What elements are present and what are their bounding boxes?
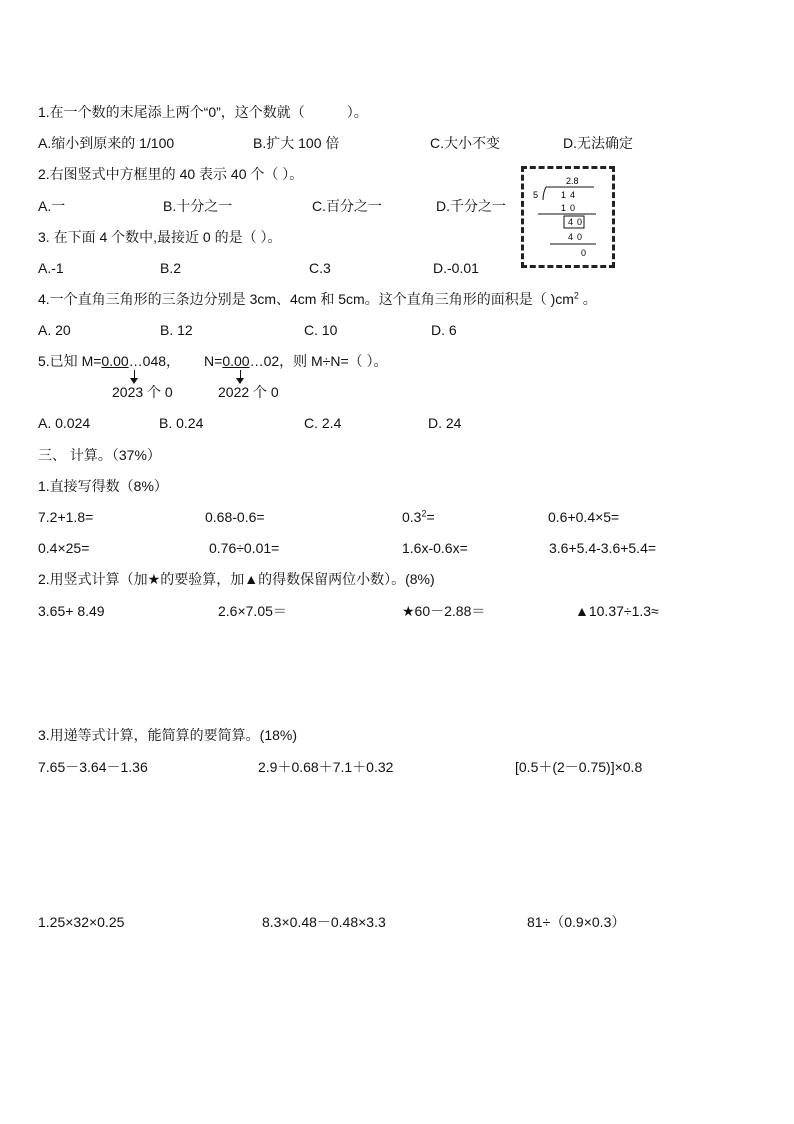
q5-n-prefix: N=	[204, 353, 223, 369]
p1-r1-item-3	[402, 508, 435, 526]
q5-m-arrow-icon	[134, 370, 135, 378]
p1-r1-item-4: 0.6+0.4×5=	[548, 509, 620, 525]
q1-option-b[interactable]: B.扩大 100 倍	[253, 135, 340, 151]
p1-r2-item-1: 0.4×25=	[38, 540, 90, 556]
part3-title: 3.用递等式计算，能简算的要简算。(18%)	[38, 727, 298, 743]
q2-option-b[interactable]: B.十分之一	[163, 198, 233, 214]
q4-option-b[interactable]: B. 12	[160, 322, 193, 338]
p3-r1-item-2: 2.9＋0.68＋7.1＋0.32	[258, 759, 394, 775]
q3-option-c[interactable]: C.3	[309, 260, 331, 276]
part1-title: 1.直接写得数（8%）	[38, 478, 168, 494]
p1-r2-item-2: 0.76÷0.01=	[209, 540, 280, 556]
q1-option-a[interactable]: A.缩小到原来的 1/100	[38, 135, 175, 151]
q2-option-a[interactable]: A.一	[38, 198, 66, 214]
p2-item-3: ★60－2.88＝	[402, 603, 486, 619]
q1-option-c[interactable]: C.大小不变	[430, 135, 500, 151]
division-boxed-40: 40	[568, 217, 587, 227]
p3-r2-item-3: 81÷（0.9×0.3）	[527, 914, 626, 930]
q3-text: 3. 在下面 4 个数中,最接近 0 的是（ ）。	[38, 229, 282, 245]
division-dividend: 14	[561, 190, 580, 200]
q3-option-b[interactable]: B.2	[160, 260, 182, 276]
q5-n-underlined: 0.00	[222, 353, 250, 369]
part2-title: 2.用竖式计算（加★的要验算，加▲的得数保留两位小数）。(8%)	[38, 571, 435, 587]
q4-text-end: 。	[578, 291, 597, 307]
p3-r1-item-1: 7.65－3.64－1.36	[38, 759, 148, 775]
p3-r1-item-3: [0.5＋(2－0.75)]×0.8	[515, 759, 643, 775]
q5-n-arrow-icon	[240, 370, 241, 378]
p1-r2-item-3: 1.6x-0.6x=	[402, 540, 468, 556]
p1-r1-item-3-eq: =	[426, 509, 435, 525]
p1-r1-item-1: 7.2+1.8=	[38, 509, 94, 525]
q5-option-c[interactable]: C. 2.4	[304, 415, 342, 431]
p3-r2-item-1: 1.25×32×0.25	[38, 914, 125, 930]
q5-option-b[interactable]: B. 0.24	[159, 415, 204, 431]
q5-n-rest: …02，则 M÷N=（ ）。	[249, 353, 388, 369]
division-step1: 10	[561, 203, 580, 213]
q2-option-d[interactable]: D.千分之一	[436, 198, 506, 214]
p1-r1-item-3-base: 0.3	[402, 509, 422, 525]
q5-prefix: 5.已知 M=	[38, 353, 102, 369]
q4-text	[38, 290, 597, 308]
p3-r2-item-2: 8.3×0.48－0.48×3.3	[262, 914, 386, 930]
section3-heading: 三、 计算。（37%）	[38, 447, 161, 463]
p1-r1-item-3-sup: 2	[421, 508, 427, 519]
q4-option-c[interactable]: C. 10	[304, 322, 338, 338]
q1-option-d[interactable]: D.无法确定	[563, 135, 633, 151]
q5-text	[38, 352, 388, 370]
long-division-figure	[521, 166, 615, 268]
q2-option-c[interactable]: C.百分之一	[312, 198, 382, 214]
q5-m-rest: …048，	[128, 353, 181, 369]
division-quotient: 2.8	[566, 176, 579, 186]
q4-text-main: 4.一个直角三角形的三条边分别是 3cm、4cm 和 5cm。这个直角三角形的面积是（ )cm	[38, 291, 574, 307]
division-bracket	[543, 187, 546, 200]
p1-r2-item-4: 3.6+5.4-3.6+5.4=	[549, 540, 657, 556]
q4-superscript: 2	[573, 290, 579, 301]
long-division-svg	[524, 169, 612, 265]
q4-option-a[interactable]: A. 20	[38, 322, 71, 338]
q4-option-d[interactable]: D. 6	[431, 322, 457, 338]
q5-option-d[interactable]: D. 24	[428, 415, 462, 431]
p1-r1-item-2: 0.68-0.6=	[205, 509, 265, 525]
q3-option-d[interactable]: D.-0.01	[433, 260, 479, 276]
q5-n-zero-note: 2022 个 0	[218, 384, 279, 400]
p2-item-1: 3.65+ 8.49	[38, 603, 105, 619]
division-remainder: 0	[581, 248, 587, 258]
p2-item-2: 2.6×7.05＝	[218, 603, 287, 619]
division-divisor: 5	[533, 190, 539, 200]
q5-m-underlined: 0.00	[101, 353, 129, 369]
q3-option-a[interactable]: A.-1	[38, 260, 64, 276]
q1-text: 1.在一个数的末尾添上两个“0”，这个数就（ ）。	[38, 104, 368, 120]
q5-m-zero-note: 2023 个 0	[112, 384, 173, 400]
q5-option-a[interactable]: A. 0.024	[38, 415, 91, 431]
division-step2: 40	[568, 232, 587, 242]
p2-item-4: ▲10.37÷1.3≈	[575, 603, 659, 619]
q2-text: 2.右图竖式中方框里的 40 表示 40 个（ ）。	[38, 166, 304, 182]
